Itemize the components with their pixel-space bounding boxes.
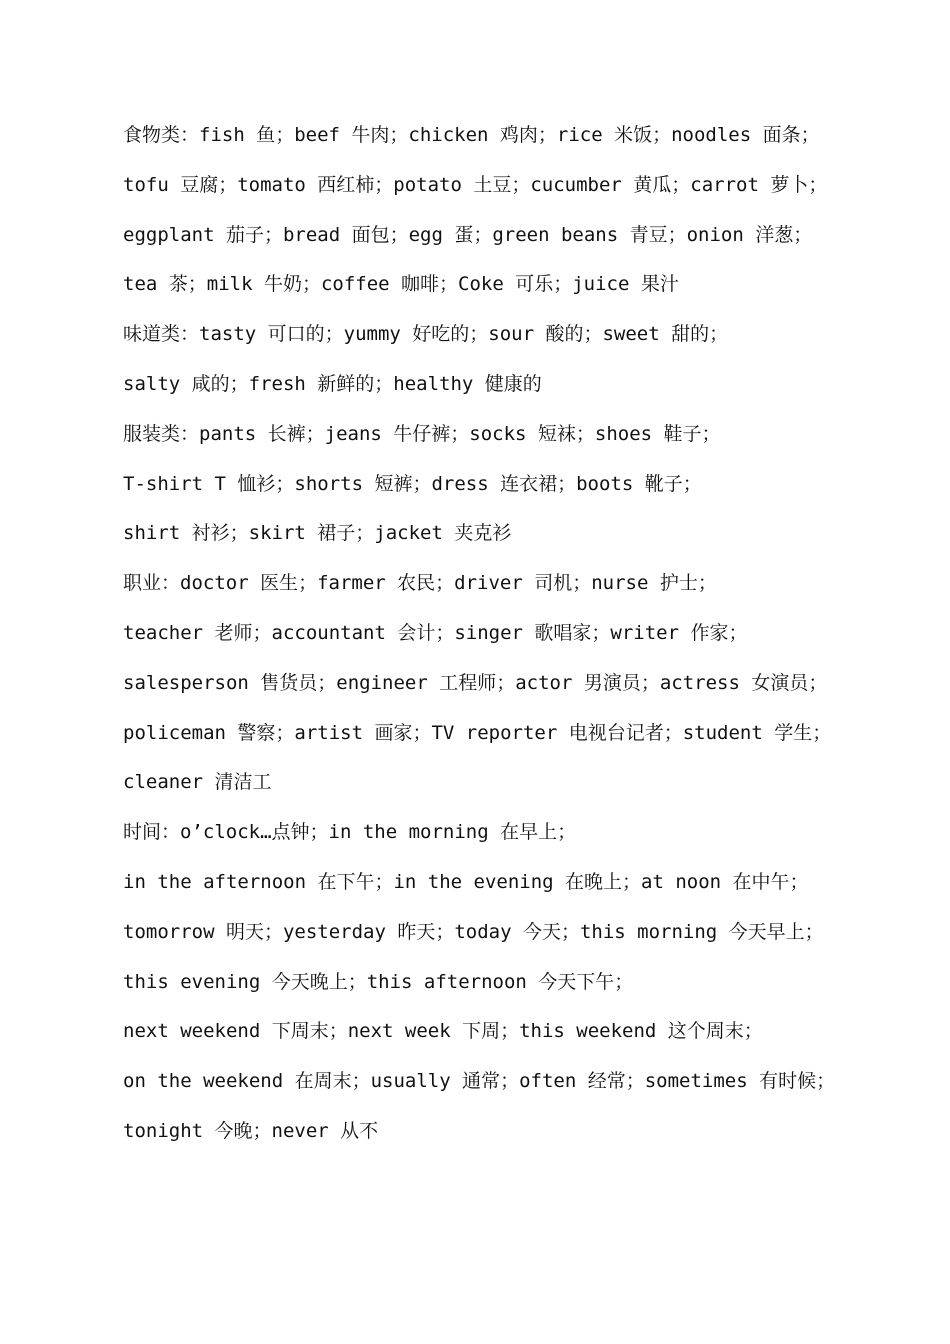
text-line-jobs-4: policeman 警察；artist 画家；TV reporter 电视台记者；student 学生； (123, 721, 832, 744)
text-line-food-4: tea 茶；milk 牛奶；coffee 咖啡；Coke 可乐；juice 果汁 (123, 273, 679, 296)
text-line-time-1: 时间：o’clock…点钟；in the morning 在早上； (123, 821, 577, 844)
vocabulary-list (123, 111, 843, 1157)
text-line-clothing-1: 服装类：pants 长裤；jeans 牛仔裤；socks 短袜；shoes 鞋子； (123, 422, 721, 445)
text-line-taste-2: salty 咸的；fresh 新鲜的；healthy 健康的 (123, 372, 542, 395)
text-line-jobs-3: salesperson 售货员；engineer 工程师；actor 男演员；actress 女演员； (123, 671, 828, 694)
text-line-clothing-3: shirt 衬衫；skirt 裙子；jacket 夹克衫 (123, 522, 512, 545)
text-line-food-1: 食物类：fish 鱼；beef 牛肉；chicken 鸡肉；rice 米饭；noodles 面条； (123, 124, 820, 146)
text-line-food-2: tofu 豆腐；tomato 西红柿；potato 土豆；cucumber 黄瓜；carrot 萝卜； (123, 173, 828, 196)
text-line-taste-1: 味道类：tasty 可口的；yummy 好吃的；sour 酸的；sweet 甜的； (123, 323, 729, 346)
text-line-clothing-2: T-shirt T 恤衫；shorts 短裤；dress 连衣裙；boots 靴子； (123, 472, 702, 495)
text-line-time-2: in the afternoon 在下午；in the evening 在晚上；at noon 在中午； (123, 870, 809, 893)
text-line-time-3: tomorrow 明天；yesterday 昨天；today 今天；this morning 今天早上； (123, 920, 824, 943)
text-line-time-5: next weekend 下周末；next week 下周；this weekend 这个周末； (123, 1020, 763, 1043)
text-line-food-3: eggplant 茄子；bread 面包；egg 蛋；green beans 青豆；onion 洋葱； (123, 223, 813, 246)
text-line-jobs-1: 职业：doctor 医生；farmer 农民；driver 司机；nurse 护士； (123, 572, 717, 595)
text-line-jobs-5: cleaner 清洁工 (123, 771, 272, 794)
text-line-jobs-2: teacher 老师；accountant 会计；singer 歌唱家；writer 作家； (123, 621, 748, 644)
text-line-time-7: tonight 今晚；never 从不 (123, 1119, 379, 1142)
text-line-time-6: on the weekend 在周末；usually 通常；often 经常；sometimes 有时候； (123, 1070, 836, 1093)
text-line-time-4: this evening 今天晚上；this afternoon 今天下午； (123, 970, 634, 993)
